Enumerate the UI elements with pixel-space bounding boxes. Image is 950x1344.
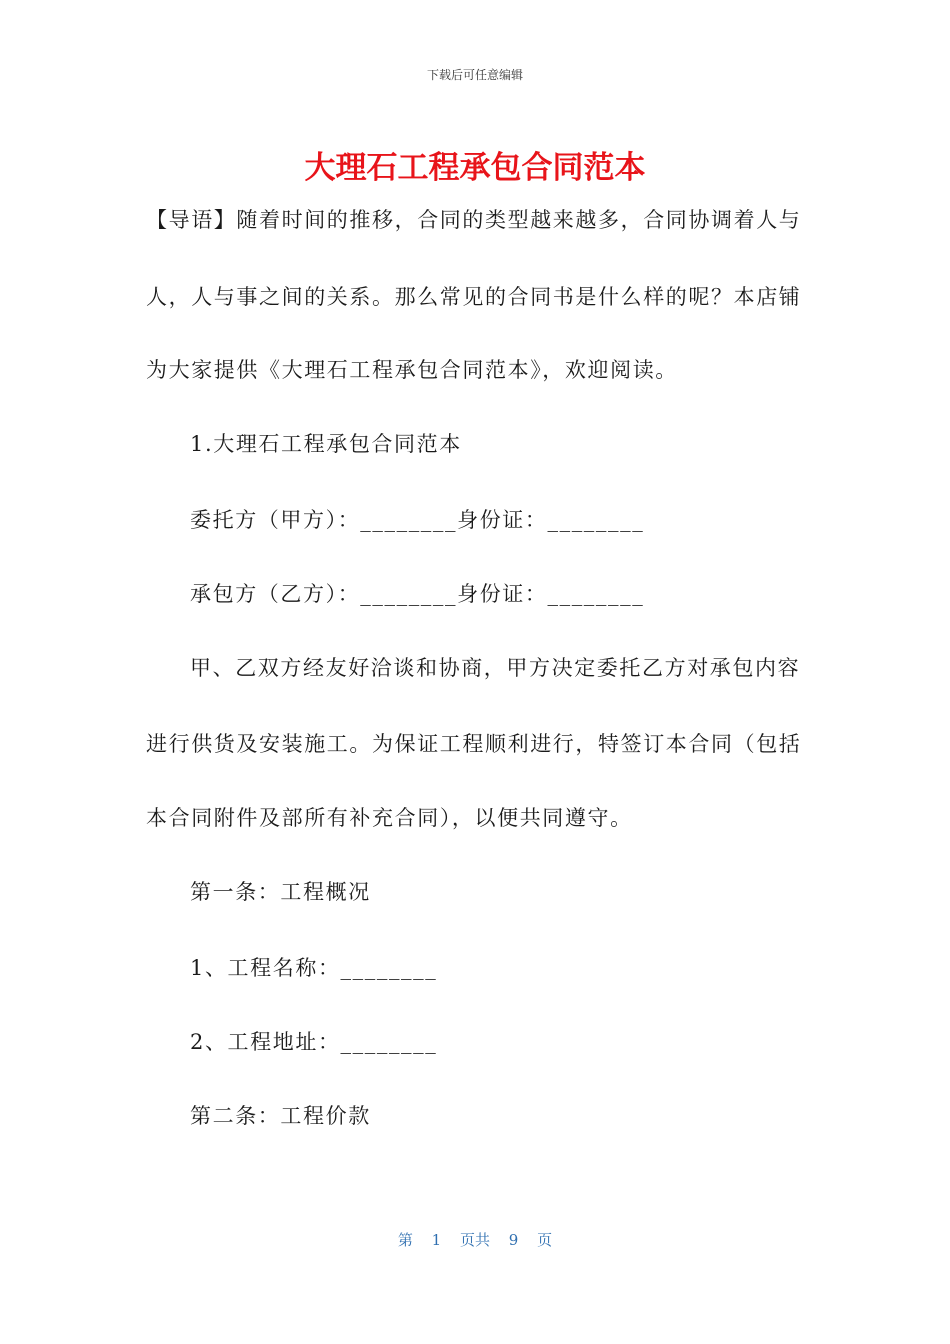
document-title: 大理石工程承包合同范本	[304, 150, 646, 186]
intro-line-3: 为大家提供《大理石工程承包合同范本》，欢迎阅读。	[146, 358, 678, 382]
article-2-heading: 第二条：工程价款	[190, 1104, 371, 1128]
body-line-3: 本合同附件及部所有补充合同），以便共同遵守。	[146, 806, 633, 830]
party-b-line: 承包方（乙方）：________身份证：________	[190, 582, 645, 606]
project-address-line: 2、工程地址：________	[190, 1030, 438, 1054]
project-name-line: 1、工程名称：________	[190, 956, 438, 980]
intro-line-1: 【导语】随着时间的推移，合同的类型越来越多，合同协调着人与	[146, 208, 802, 232]
intro-line-2: 人，人与事之间的关系。那么常见的合同书是什么样的呢？本店铺	[146, 285, 802, 309]
body-line-2: 进行供货及安装施工。为保证工程顺利进行，特签订本合同（包括	[146, 732, 802, 756]
article-1-heading: 第一条：工程概况	[190, 880, 371, 904]
page-footer: 第 1 页共 9 页	[397, 1231, 553, 1249]
section-heading: 1.大理石工程承包合同范本	[190, 432, 462, 456]
party-a-line: 委托方（甲方）：________身份证：________	[190, 508, 645, 532]
header-note: 下载后可任意编辑	[426, 68, 523, 82]
body-line-1: 甲、乙双方经友好洽谈和协商，甲方决定委托乙方对承包内容	[190, 656, 801, 680]
